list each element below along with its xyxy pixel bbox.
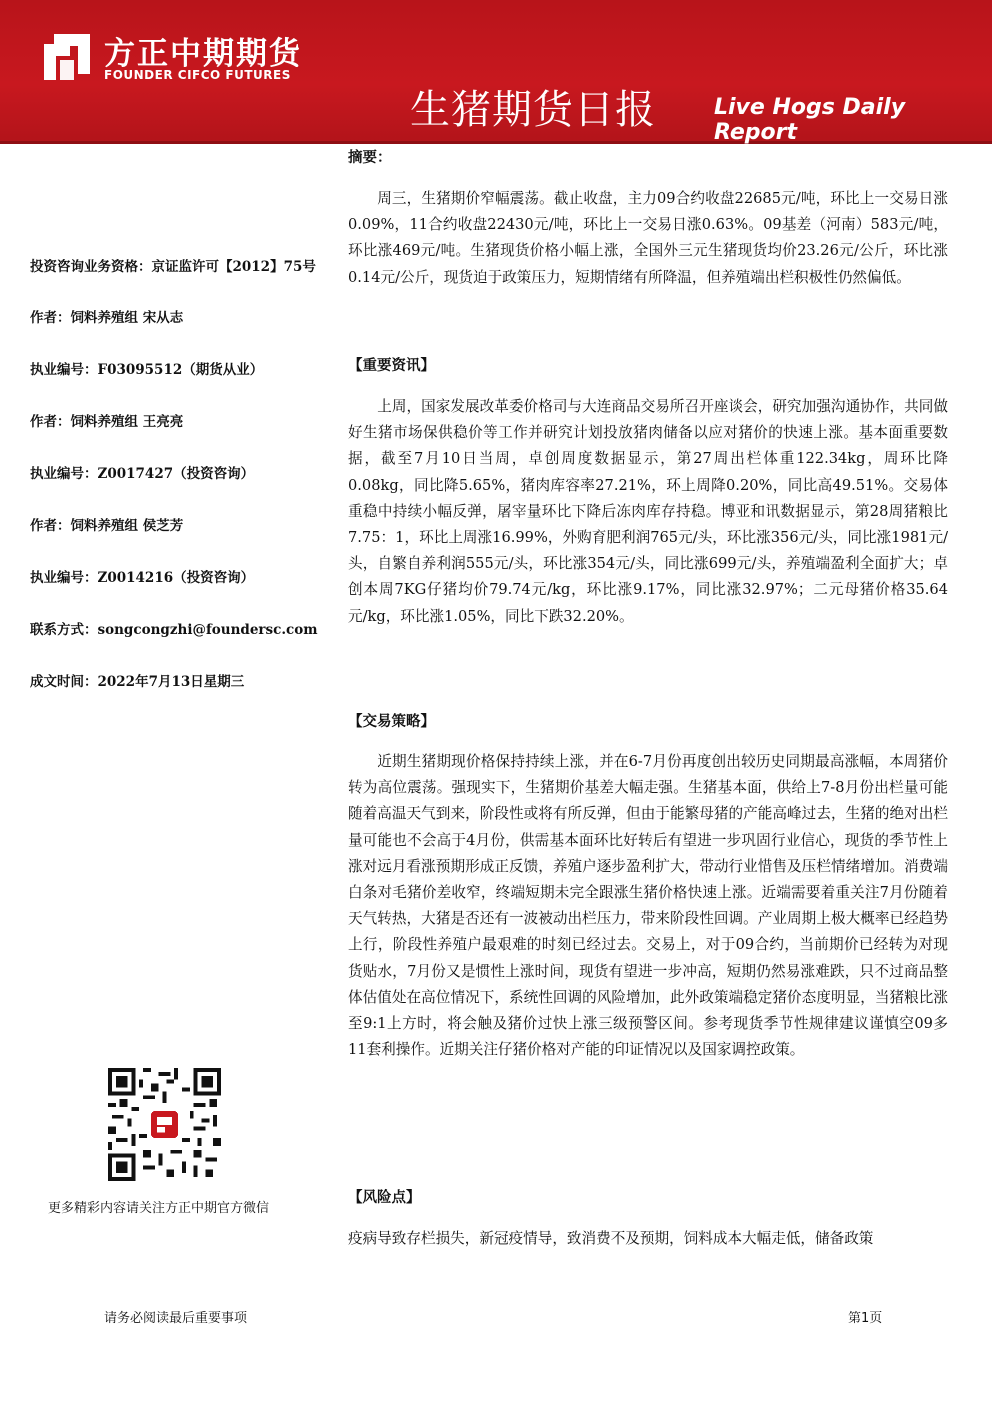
wechat-qr-code-icon (108, 1068, 221, 1181)
strategy-paragraph: 近期生猪期现价格保持持续上涨，并在6-7月份再度创出较历史同期最高涨幅，本周猪价转为高位震荡。强现实下，生猪期价基差大幅走强。生猪基本面，供给上7-8月份出栏量可能随着高温天气到来，阶段性或将有所反弹，但由于能繁母猪的产能高峰过去，生猪的绝对出栏量可能也不会高于4月份，供需基本面环比好转后有望进一步巩固行业信心，现货的季节性上涨对远月看涨预期形成正反馈，养殖户逐步盈利扩大，带动行业惜售及压栏情绪增加。消费端白条对毛猪价差收窄，终端短期未完全跟涨生猪价格快速上涨。近端需要着重关注7月份随着天气转热，大猪是否还有一波被动出栏压力，带来阶段性回调。产业周期上极大概率已经趋势上行，阶段性养殖户最艰难的时刻已经过去。交易上，对于09合约，当前期价已经转为对现货贴水，7月份又是惯性上涨时间，现货有望进一步冲高，短期仍然易涨难跌，只不过商品整体估值处在高位情况下，系统性回调的风险增加，此外政策端稳定猪价态度明显，当猪粮比涨至9:1上方时，将会触及猪价过快上涨三级预警区间。参考现货季节性规律建议谨慎空09多11套利操作。近期关注仔猪价格对产能的印证情况以及国家调控政策。 (348, 753, 948, 1059)
contact-line: 联系方式：songcongzhi@foundersc.com (30, 622, 318, 638)
report-title-cn: 生猪期货日报 (410, 87, 656, 133)
license-line: 执业编号：Z0014216（投资咨询） (30, 570, 255, 586)
summary-heading: 摘要： (348, 150, 392, 166)
logo-english-name: FOUNDER CIFCO FUTURES (104, 68, 291, 82)
report-title-en: Live Hogs Daily Report (714, 95, 906, 145)
author-line: 作者：饲料养殖组 侯芝芳 (30, 518, 184, 534)
license-line: 执业编号：F03095512（期货从业） (30, 362, 264, 378)
author-line: 作者：饲料养殖组 宋从志 (30, 310, 184, 326)
date-line: 成文时间：2022年7月13日星期三 (30, 674, 245, 690)
news-paragraph: 上周，国家发展改革委价格司与大连商品交易所召开座谈会，研究加强沟通协作，共同做好生猪市场保供稳价等工作并研究计划投放猪肉储备以应对猪价的快速上涨。基本面重要数据，截至7月10日当周，卓创周度数据显示，第27周出栏体重122.34kg，周环比降0.08kg，同比降5.65%，猪肉库容率27.21%，环上周降0.20%，同比高49.51%。交易体重稳中持续小幅反弹，屠宰量环比下降后冻肉库存持稳。博亚和讯数据显示，第28周猪粮比7.75：1，环比上周涨16.99%，外购育肥利润765元/头，环比涨356元/头，同比涨1981元/头，自繁自养利润555元/头，环比涨354元/头，同比涨699元/头，养殖端盈利全面扩大；卓创本周7KG仔猪均价79.74元/kg，环比涨9.17%，同比涨32.97%；二元母猪价格35.64元/kg，环比涨1.05%，同比下跌32.20%。 (348, 398, 948, 625)
risk-heading: 【风险点】 (348, 1190, 421, 1206)
news-heading: 【重要资讯】 (348, 358, 435, 374)
strategy-heading: 【交易策略】 (348, 714, 435, 730)
risk-paragraph: 疫病导致存栏损失，新冠疫情导，致消费不及预期，饲料成本大幅走低，储备政策 (348, 1230, 874, 1247)
logo-chinese-name: 方正中期期货 (104, 36, 302, 72)
author-line: 作者：饲料养殖组 王亮亮 (30, 414, 184, 430)
report-header (0, 0, 992, 144)
footer-disclaimer: 请务必阅读最后重要事项 (104, 1311, 248, 1326)
page-number: 第1页 (848, 1311, 883, 1326)
license-line: 执业编号：Z0017427（投资咨询） (30, 466, 255, 482)
qualification-line: 投资咨询业务资格：京证监许可【2012】75号 (30, 259, 316, 275)
founder-logo-icon (40, 30, 94, 84)
qr-caption: 更多精彩内容请关注方正中期官方微信 (48, 1201, 270, 1216)
summary-paragraph: 周三，生猪期价窄幅震荡。截止收盘，主力09合约收盘22685元/吨，环比上一交易日涨0.09%，11合约收盘22430元/吨，环比上一交易日涨0.63%。09基差（河南）583元/吨，环比涨469元/吨。生猪现货价格小幅上涨，全国外三元生猪现货均价23.26元/公斤，环比涨0.14元/公斤，现货迫于政策压力，短期情绪有所降温，但养殖端出栏积极性仍然偏低。 (348, 190, 948, 286)
